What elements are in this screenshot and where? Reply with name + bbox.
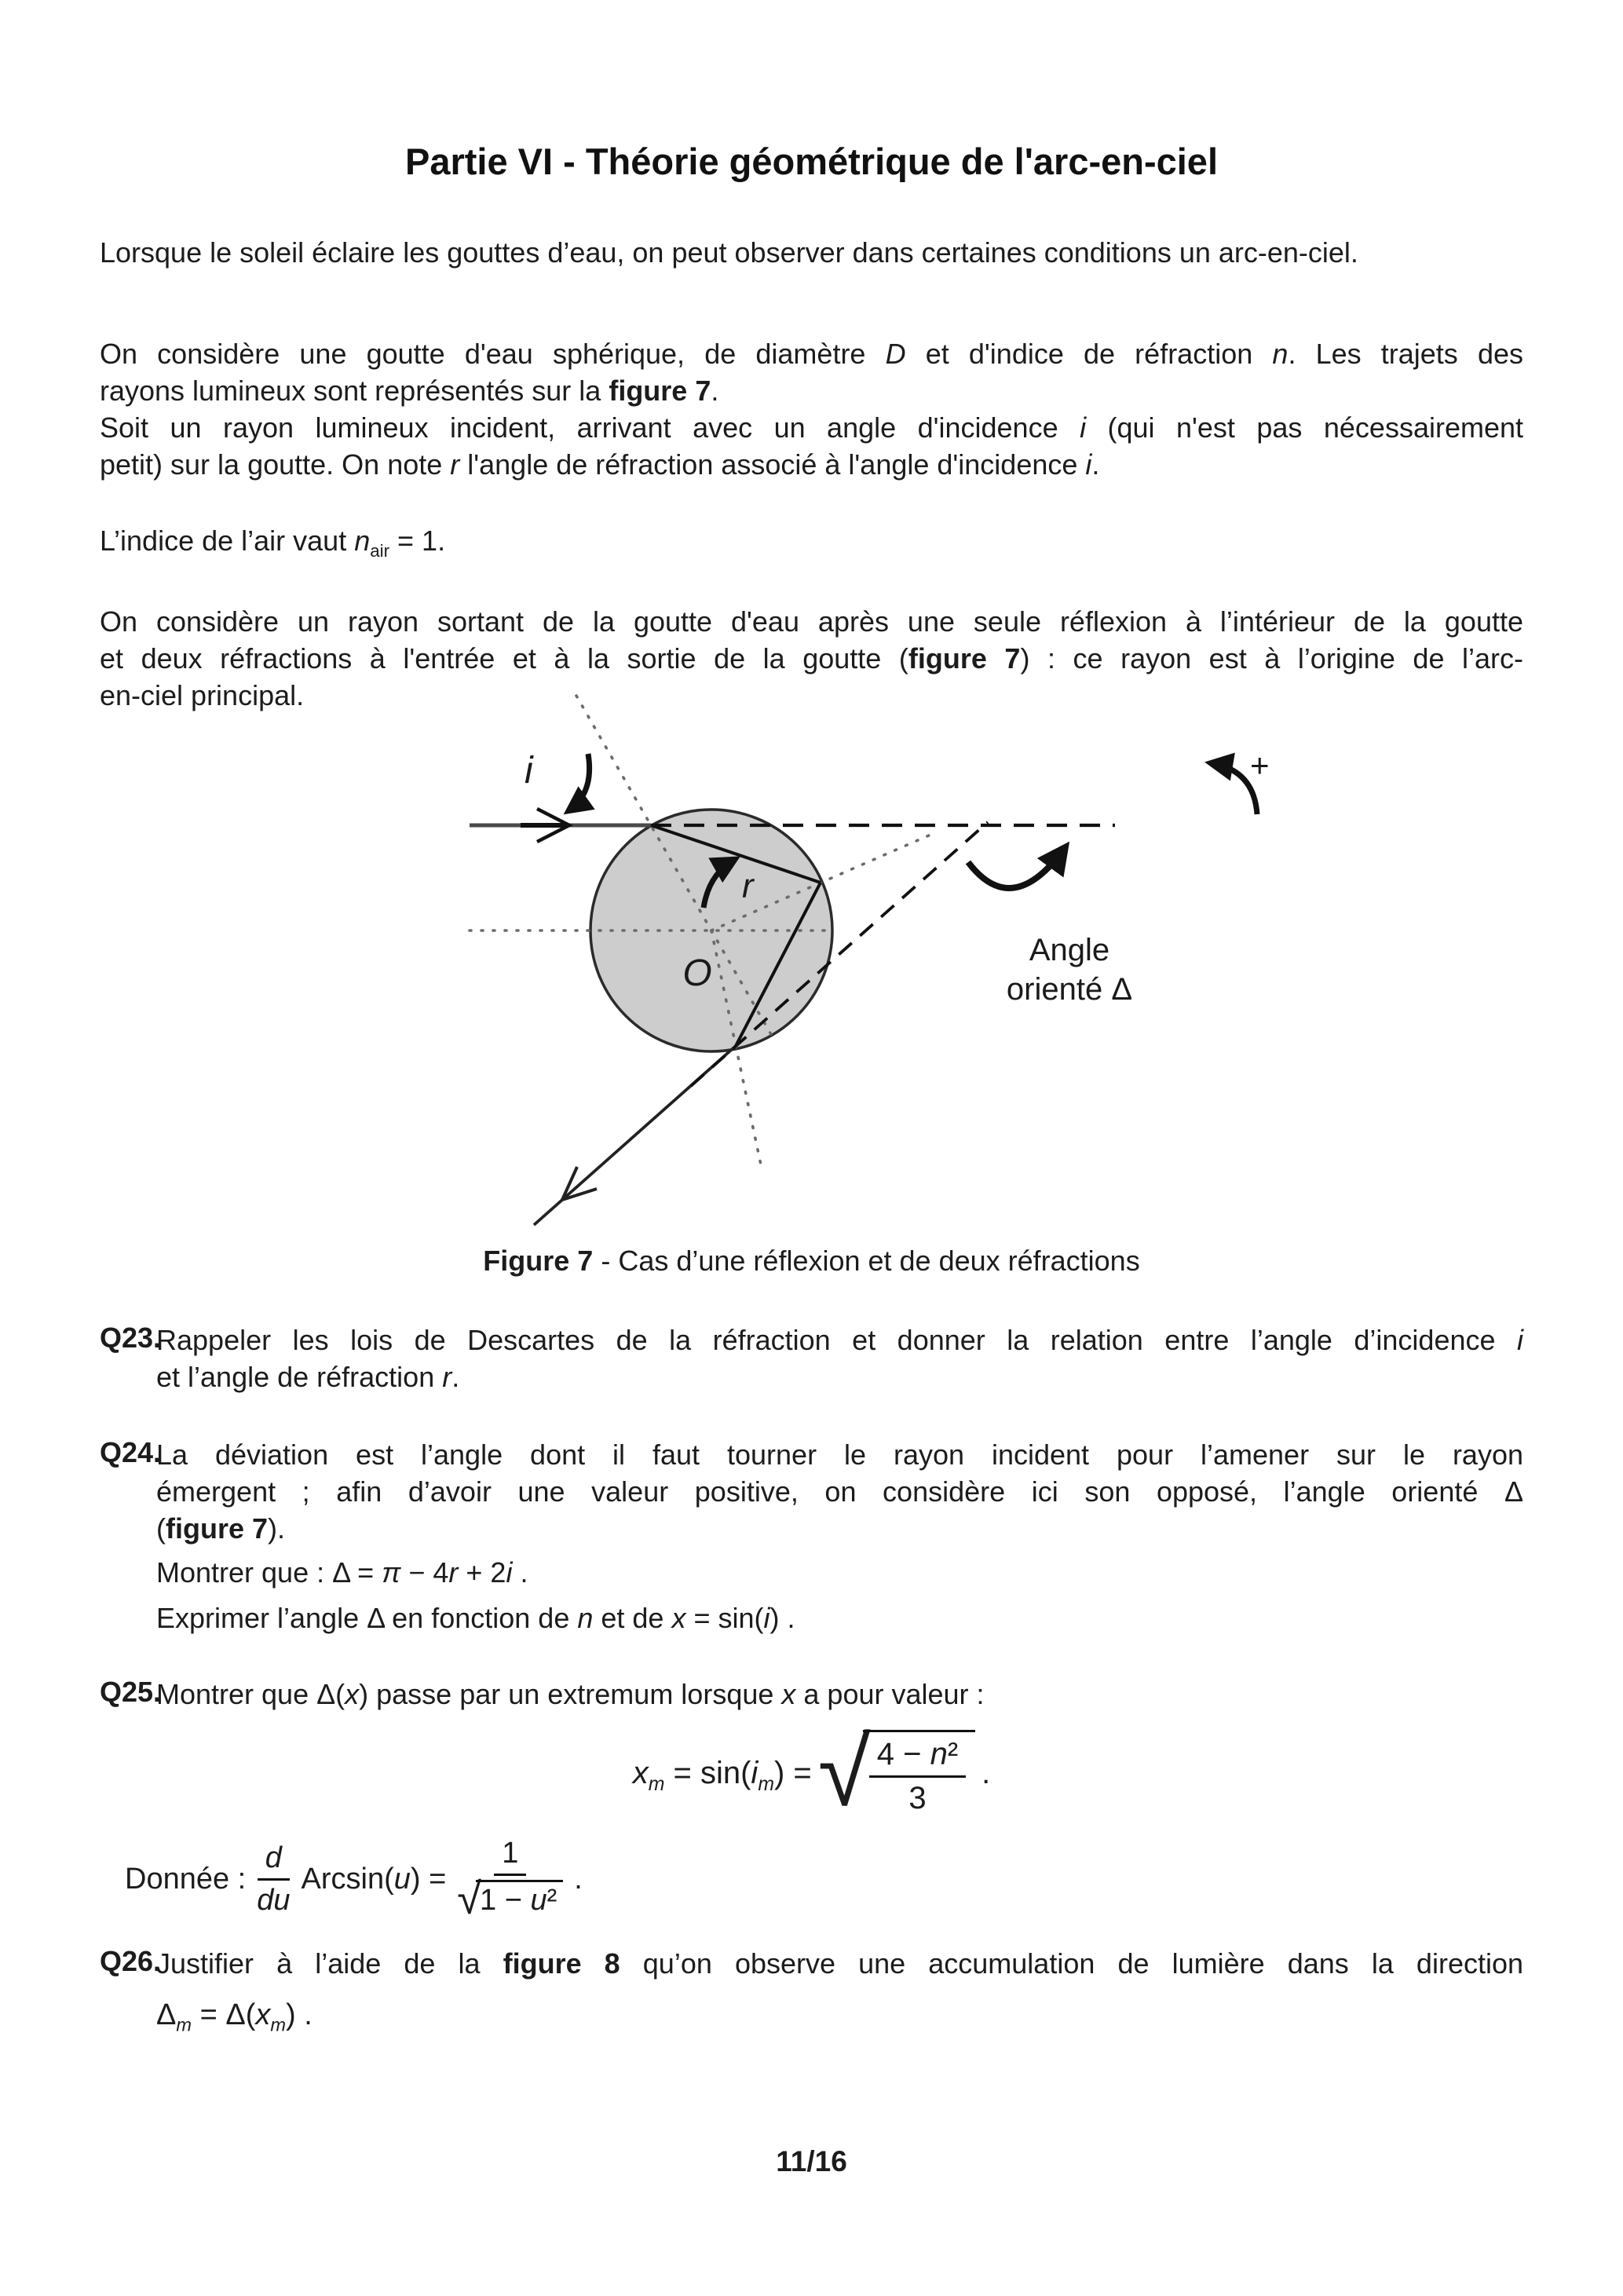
question-line: émergent ; afin d’avoir une valeur positive, on considère ici son opposé, l’angle orienté Δ [156,1475,1523,1508]
text-line: en-ciel principal. [100,679,305,711]
text-line: et deux réfractions à l'entrée et à la sortie de la goutte (figure 7) : ce rayon est à l’origine de l’arc- [100,642,1524,675]
question-24 [100,1436,1523,1638]
fraction-denominator: 3 [908,1781,927,1815]
text-line: petit) sur la goutte. On note r l'angle de réfraction associé à l'angle d'incidence i. [100,448,1100,481]
arcsin-term: Arcsin(u) = [301,1862,447,1896]
fraction-numerator: 4 − n² [869,1737,966,1778]
text-line: Soit un rayon lumineux incident, arrivant avec un angle d'incidence i (qui n'est pas nécessairement [100,411,1524,444]
question-line: La déviation est l’angle dont il faut tourner le rayon incident pour l’amener sur le rayon [156,1439,1523,1471]
direction-formula: $\Delta_m = \Delta(x_m)$ . [156,1998,313,2035]
donnee-formula [125,1837,1523,1921]
question-body [156,1436,1523,1638]
radical-sign: √ [457,1874,482,1923]
page-title: Partie VI - Théorie géométrique de l'arc-en-ciel [404,141,1219,182]
label-angle-oriente-line2: orienté Δ [1006,972,1133,1007]
fraction-numerator: d [258,1841,290,1881]
fraction-denominator: du [257,1883,291,1917]
question-line: (figure 7). [156,1512,286,1545]
question-body [156,1945,1523,2037]
radical-sign: √ [817,1719,871,1826]
question-label: Q26. [100,1945,162,1977]
angle-i-arrow [569,754,590,810]
label-angle-oriente-line1: Angle [1029,933,1110,967]
formula-lhs: $x_m = \sin(i_m)$ = [632,1755,812,1795]
extremum-formula [100,1719,1523,1826]
fraction-numerator: 1 [494,1837,526,1876]
question-line: et l’angle de réfraction r. [156,1361,460,1393]
rainbow-ray-diagram [440,690,1351,1240]
question-23 [100,1322,1523,1395]
question-label: Q24. [100,1436,162,1468]
fraction-denominator [457,1876,563,1921]
square-root [457,1874,563,1923]
fraction [869,1737,966,1816]
montrer-que-formula-line: Montrer que : Δ = π − 4r + 2i . [156,1556,528,1589]
question-label: Q25. [100,1676,162,1708]
figure-7 [100,690,1523,1240]
question-25 [100,1676,1523,1713]
question-body [156,1676,1523,1713]
label-plus-sign: + [1250,747,1270,784]
square-root [817,1719,975,1826]
derivative-fraction [257,1841,290,1918]
donnee-intro: Donnée : [125,1862,247,1896]
text-line: On considère une goutte d'eau sphérique, de diamètre D et d'indice de réfraction n. Les trajets des [100,338,1523,370]
label-angle-r: r [742,867,754,905]
question-26 [100,1945,1523,2037]
paragraph-intro [100,234,1523,271]
result-fraction [457,1837,563,1921]
text-line: rayons lumineux sont représentés sur la figure 7. [100,375,719,407]
radicand: 1 − u² [476,1880,563,1918]
paragraph-droplet [100,335,1523,483]
label-angle-i: i [525,750,533,792]
figure-caption: Figure 7 - Cas d’une réflexion et de deux réfractions [483,1245,1140,1277]
paragraph-air-index [100,519,1523,562]
question-line: Montrer que Δ(x) passe par un extremum lorsque x a pour valeur : [156,1678,985,1710]
page-number: 11/16 [776,2145,847,2177]
question-body [156,1322,1523,1395]
deviation-angle-arrow [968,848,1065,888]
radicand [863,1730,975,1816]
question-label: Q23. [100,1322,162,1354]
formula-period: . [574,1862,583,1896]
exprimer-formula-line: Exprimer l’angle Δ en fonction de n et de x = sin(i) . [156,1602,795,1634]
question-line: Rappeler les lois de Descartes de la réfraction et donner la relation entre l’angle d’incidence i [156,1324,1523,1356]
label-center-O: O [682,952,712,994]
formula-period: . [981,1755,991,1790]
question-line: Justifier à l’aide de la figure 8 qu’on observe une accumulation de lumière dans la direction [156,1947,1524,1980]
text-line: On considère un rayon sortant de la goutte d'eau après une seule réflexion à l’intérieur de la goutte [100,605,1523,638]
text-line: Lorsque le soleil éclaire les gouttes d’eau, on peut observer dans certaines conditions un arc-en-ciel. [100,236,1358,269]
text-line: L’indice de l’air vaut $n_{air} = 1$. [100,525,446,561]
